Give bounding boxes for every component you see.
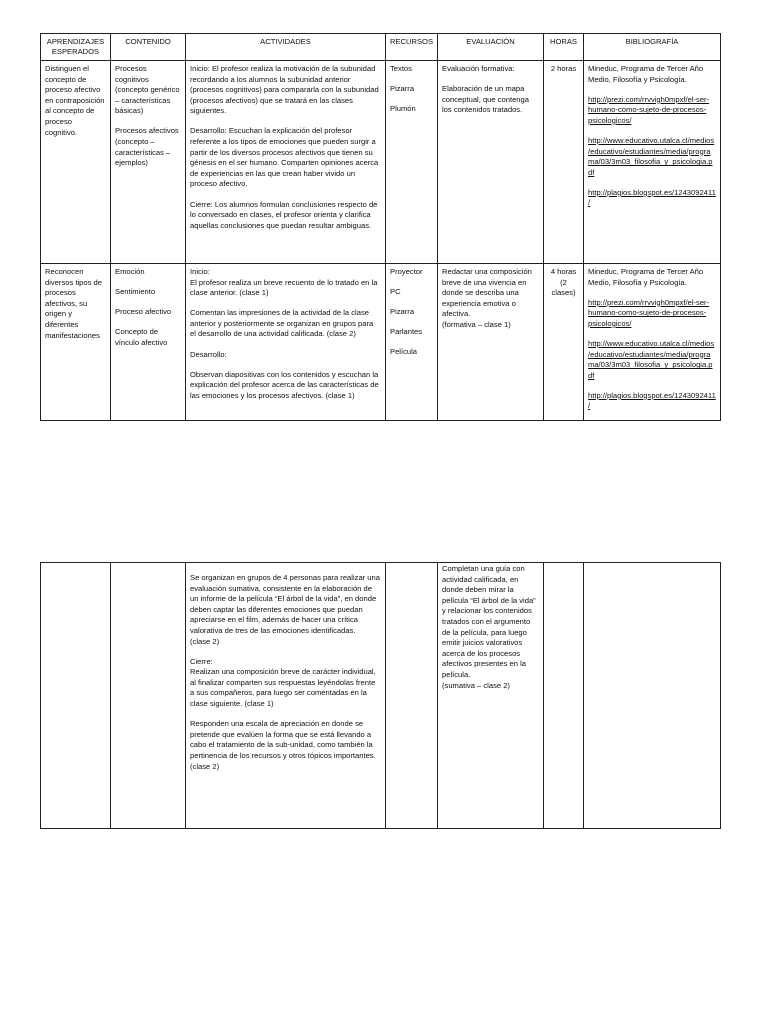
cell-recursos-empty bbox=[386, 563, 438, 829]
contenido-item: Sentimiento bbox=[115, 287, 156, 297]
evaluacion-text: Redactar una composición breve de una vivencia en donde se describa una experiencia emotiva o afectiva. bbox=[442, 267, 532, 319]
header-horas: HORAS bbox=[544, 34, 584, 61]
cell-evaluacion bbox=[438, 61, 544, 264]
actividad-paragraph: Cierre: Los alumnos formulan conclusiones respecto de lo conversado en clases, el profesor orienta y clarifica aquellas conclusiones que puedan resultar ambiguas. bbox=[190, 199, 378, 230]
actividad-line: Inicio: bbox=[190, 267, 210, 276]
cell-horas-empty bbox=[544, 563, 584, 829]
bibliografia-link[interactable]: http://prezi.com/rrvvigh0mpxf/el-ser-humano-como-sujeto-de-procesos-psicologicos/ bbox=[588, 297, 710, 328]
recurso-item: Pizarra bbox=[390, 84, 415, 94]
planning-table-top bbox=[40, 33, 721, 421]
contenido-item: Procesos afectivos (concepto – características – ejemplos) bbox=[115, 126, 179, 168]
evaluacion-text: Evaluación formativa: bbox=[442, 64, 515, 73]
cell-horas bbox=[544, 264, 584, 421]
bibliografia-link[interactable]: http://plagios.blogspot.es/1243092411/ bbox=[588, 187, 716, 208]
actividad-paragraph: Comentan las impresiones de la actividad de la clase anterior y posteriormente se organizan en grupos para el desarrollo de una actividad calificada. (clase 2) bbox=[190, 308, 374, 339]
cell-actividades bbox=[186, 61, 386, 264]
cell-actividades bbox=[186, 264, 386, 421]
header-recursos: RECURSOS bbox=[386, 34, 438, 61]
horas-text: 4 horas bbox=[550, 267, 577, 276]
contenido-item: Concepto de vínculo afectivo bbox=[115, 327, 168, 347]
actividad-paragraph: (clase 2) bbox=[190, 636, 220, 646]
recurso-item: Plumón bbox=[390, 104, 416, 114]
recurso-item: Película bbox=[390, 347, 418, 357]
bibliografia-text: Mineduc, Programa de Tercer Año Medio, Filosofía y Psicología. bbox=[588, 64, 704, 84]
recurso-item: PC bbox=[390, 287, 401, 297]
cell-evaluacion bbox=[438, 563, 544, 829]
actividad-paragraph: Realizan una composición breve de carácter individual, al finalizar comparten sus respuestas leyéndolas frente a sus compañeros, para luego ser comentadas en la clase siguiente. (clase 1) bbox=[190, 667, 376, 709]
aprendizajes-text: Reconocen diversos tipos de procesos afectivos, su origen y diferentes manifestaciones bbox=[45, 267, 102, 340]
bibliografia-text: Mineduc, Programa de Tercer Año Medio, Filosofía y Psicología. bbox=[588, 267, 704, 287]
table-header-row bbox=[41, 34, 721, 61]
cell-evaluacion bbox=[438, 264, 544, 421]
cell-actividades bbox=[186, 563, 386, 829]
bibliografia-link[interactable]: http://prezi.com/rrvvigh0mpxf/el-ser-humano-como-sujeto-de-procesos-psicologicos/ bbox=[588, 94, 710, 125]
cell-aprendizajes-empty bbox=[41, 563, 111, 829]
cell-bibliografia-empty bbox=[584, 563, 721, 829]
bibliografia-link[interactable]: http://www.educativo.utalca.cl/medios/educativo/estudiantes/media/programa/03/3m03_filosofia_y_psicologia.pdf bbox=[588, 135, 715, 177]
cell-recursos bbox=[386, 61, 438, 264]
actividad-line: El profesor realiza un breve recuento de lo tratado en la clase anterior. (clase 1) bbox=[190, 277, 378, 298]
bibliografia-link[interactable]: http://plagios.blogspot.es/1243092411/ bbox=[588, 390, 716, 411]
cell-recursos bbox=[386, 264, 438, 421]
aprendizajes-text: Distinguen el concepto de proceso afectivo en contraposición al concepto de proceso cognitivo. bbox=[45, 64, 105, 137]
actividad-paragraph: Se organizan en grupos de 4 personas para realizar una evaluación sumativa, consistente en la elaboración de un informe de la película “El árbol de la vida”, en donde deben captar las diferentes emociones que puedan apreciarse en el film, además de hacer una crítica valorativa de tres de las emociones identificadas. bbox=[190, 573, 380, 635]
actividad-paragraph: Responden una escala de apreciación en donde se pretende que evalúen la forma que se está llevando a cabo el tratamiento de la sub-unidad, como también la pertinencia de los recursos y otros tópicos importantes. bbox=[190, 719, 376, 760]
cell-bibliografia bbox=[584, 264, 721, 421]
recurso-item: Pizarra bbox=[390, 307, 415, 317]
table-row bbox=[41, 563, 721, 829]
cell-aprendizajes bbox=[41, 264, 111, 421]
recurso-item: Parlantes bbox=[390, 327, 423, 337]
header-evaluacion: EVALUACIÓN bbox=[438, 34, 544, 61]
table-row bbox=[41, 264, 721, 421]
cell-contenido bbox=[111, 264, 186, 421]
actividad-paragraph: Cierre: bbox=[190, 656, 213, 666]
header-actividades: ACTIVIDADES bbox=[186, 34, 386, 61]
evaluacion-text: Completan una guía con actividad calificada, en donde deben mirar la película “El árbol de la vida” y relacionar los contenidos tratados con el argumento de la película, para luego emitir juicios valorativos acerca de los procesos afectivos presentes en la película. bbox=[442, 564, 536, 679]
recurso-item: Proyector bbox=[390, 267, 423, 276]
header-aprendizajes: APRENDIZAJES ESPERADOS bbox=[41, 34, 111, 61]
header-bibliografia: BIBLIOGRAFÍA bbox=[584, 34, 721, 61]
horas-text: (2 clases) bbox=[551, 277, 576, 298]
evaluacion-text: (sumativa – clase 2) bbox=[442, 680, 510, 690]
recurso-item: Textos bbox=[390, 64, 412, 73]
cell-contenido-empty bbox=[111, 563, 186, 829]
actividad-paragraph bbox=[190, 267, 381, 299]
cell-aprendizajes bbox=[41, 61, 111, 264]
actividad-paragraph: (clase 2) bbox=[190, 761, 220, 771]
actividad-paragraph: Desarrollo: bbox=[190, 349, 227, 359]
planning-table-continuation bbox=[40, 562, 721, 829]
header-contenido: CONTENIDO bbox=[111, 34, 186, 61]
bibliografia-link[interactable]: http://www.educativo.utalca.cl/medios/educativo/estudiantes/media/programa/03/3m03_filosofia_y_psicologia.pdf bbox=[588, 338, 715, 380]
table-row bbox=[41, 61, 721, 264]
actividad-paragraph: Desarrollo: Escuchan la explicación del profesor referente a los tipos de emociones que pueden surgir a partir de los diversos procesos afectivos que tienen su génesis en el ser humano. Comparten opiniones acerca de experiencias en las que crean haber vivido un proceso afectivo. bbox=[190, 126, 379, 189]
evaluacion-text: (formativa – clase 1) bbox=[442, 319, 511, 329]
cell-horas bbox=[544, 61, 584, 264]
horas-text: 2 horas bbox=[550, 64, 577, 73]
contenido-item: Procesos cognitivos (concepto genérico – características básicas) bbox=[115, 64, 180, 116]
evaluacion-text: Elaboración de un mapa conceptual, que contenga los contenidos tratados. bbox=[442, 84, 529, 115]
contenido-item: Emoción bbox=[115, 267, 145, 276]
cell-contenido bbox=[111, 61, 186, 264]
actividad-paragraph: Observan diapositivas con los contenidos y escuchan la explicación del profesor acerca de las características de las emociones y los procesos afectivos. (clase 1) bbox=[190, 369, 379, 400]
cell-bibliografia bbox=[584, 61, 721, 264]
actividad-paragraph: Inicio: El profesor realiza la motivación de la subunidad recordando a los alumnos la subunidad anterior (procesos cognitivos) para compararla con la subunidad (procesos afectivos) que se tratará en las clases siguientes. bbox=[190, 64, 379, 116]
contenido-item: Proceso afectivo bbox=[115, 307, 172, 317]
